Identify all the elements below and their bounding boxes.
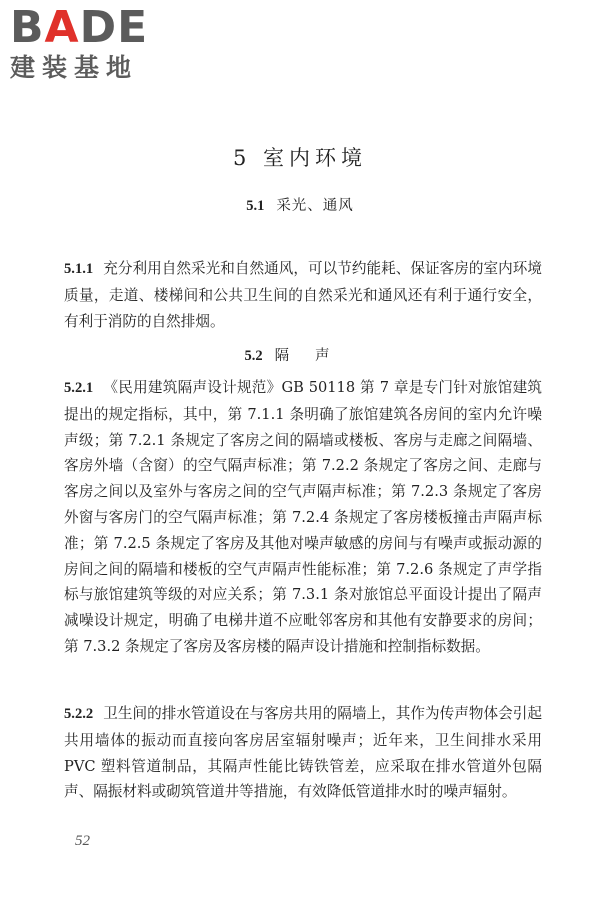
clause-number: 5.2.1: [64, 380, 94, 396]
publisher-logo: [10, 4, 175, 84]
logo-wordmark: [10, 4, 175, 52]
section-title: 隔声: [274, 348, 356, 364]
clause-text: 充分利用自然采光和自然通风，可以节约能耗、保证客房的室内环境质量，走道、楼梯间和公共卫生间的自然采光和通风还有利于通行安全，有利于消防的自然排烟。: [64, 260, 542, 330]
section-number: 5.2: [244, 348, 263, 364]
clause-number: 5.1.1: [64, 261, 94, 277]
section-heading-5-1: [0, 194, 600, 215]
logo-letter-suffix: DE: [79, 2, 149, 53]
logo-subtitle: 建装基地: [10, 53, 139, 82]
chapter-title: 5 室内环境: [232, 146, 368, 170]
clause-text: 《民用建筑隔声设计规范》GB 50118 第 7 章是专门针对旅馆建筑提出的规定指标，其中，第 7.1.1 条明确了旅馆建筑各房间的室内允许噪声级；第 7.2.1 条规定了客房之间的隔墙或楼板、客房与走廊之间隔墙、客房外墙（含窗）的空气隔声标准；第 7.2.2 条规定了客房之间、走廊与客房之间以及室外与客房之间的空气声隔声标准；第 7.2.3 条规定了客房外窗与客房门的空气隔声标准；第 7.2.4 条规定了客房楼板撞击声隔声标准；第 7.2.5 条规定了客房及其他对噪声敏感的房间与有噪声或振动源的房间之间的隔墙和楼板的空气声隔声性能标准；第 7.2.6 条规定了声学指标与旅馆建筑等级的对应关系；第 7.3.1 条对旅馆总平面设计提出了隔声减噪设计规定，明确了电梯井道不应毗邻客房和其他有安静要求的房间；第 7.3.2 条规定了客房及客房楼的隔声设计措施和控制指标数据。: [64, 379, 542, 655]
logo-letter-prefix: B: [10, 2, 45, 53]
section-title: 采光、通风: [276, 198, 354, 214]
clause-text: 卫生间的排水管道设在与客房共用的隔墙上，其作为传声物体会引起共用墙体的振动而直接向客房居室辐射噪声；近年来，卫生间排水采用 PVC 塑料管道制品，其隔声性能比铸铁管差，应采取在排水管道外包隔声、隔振材料或砌筑管道井等措施，有效降低管道排水时的噪声辐射。: [64, 705, 542, 801]
section-heading-5-2: [0, 344, 600, 365]
logo-letter-accent: A: [44, 2, 80, 53]
clause-5-2-2: [64, 701, 542, 805]
clause-5-2-1: [64, 375, 542, 660]
clause-number: 5.2.2: [64, 706, 94, 722]
clause-5-1-1: [64, 256, 542, 334]
page-number: 52: [75, 833, 90, 849]
section-number: 5.1: [246, 198, 265, 214]
